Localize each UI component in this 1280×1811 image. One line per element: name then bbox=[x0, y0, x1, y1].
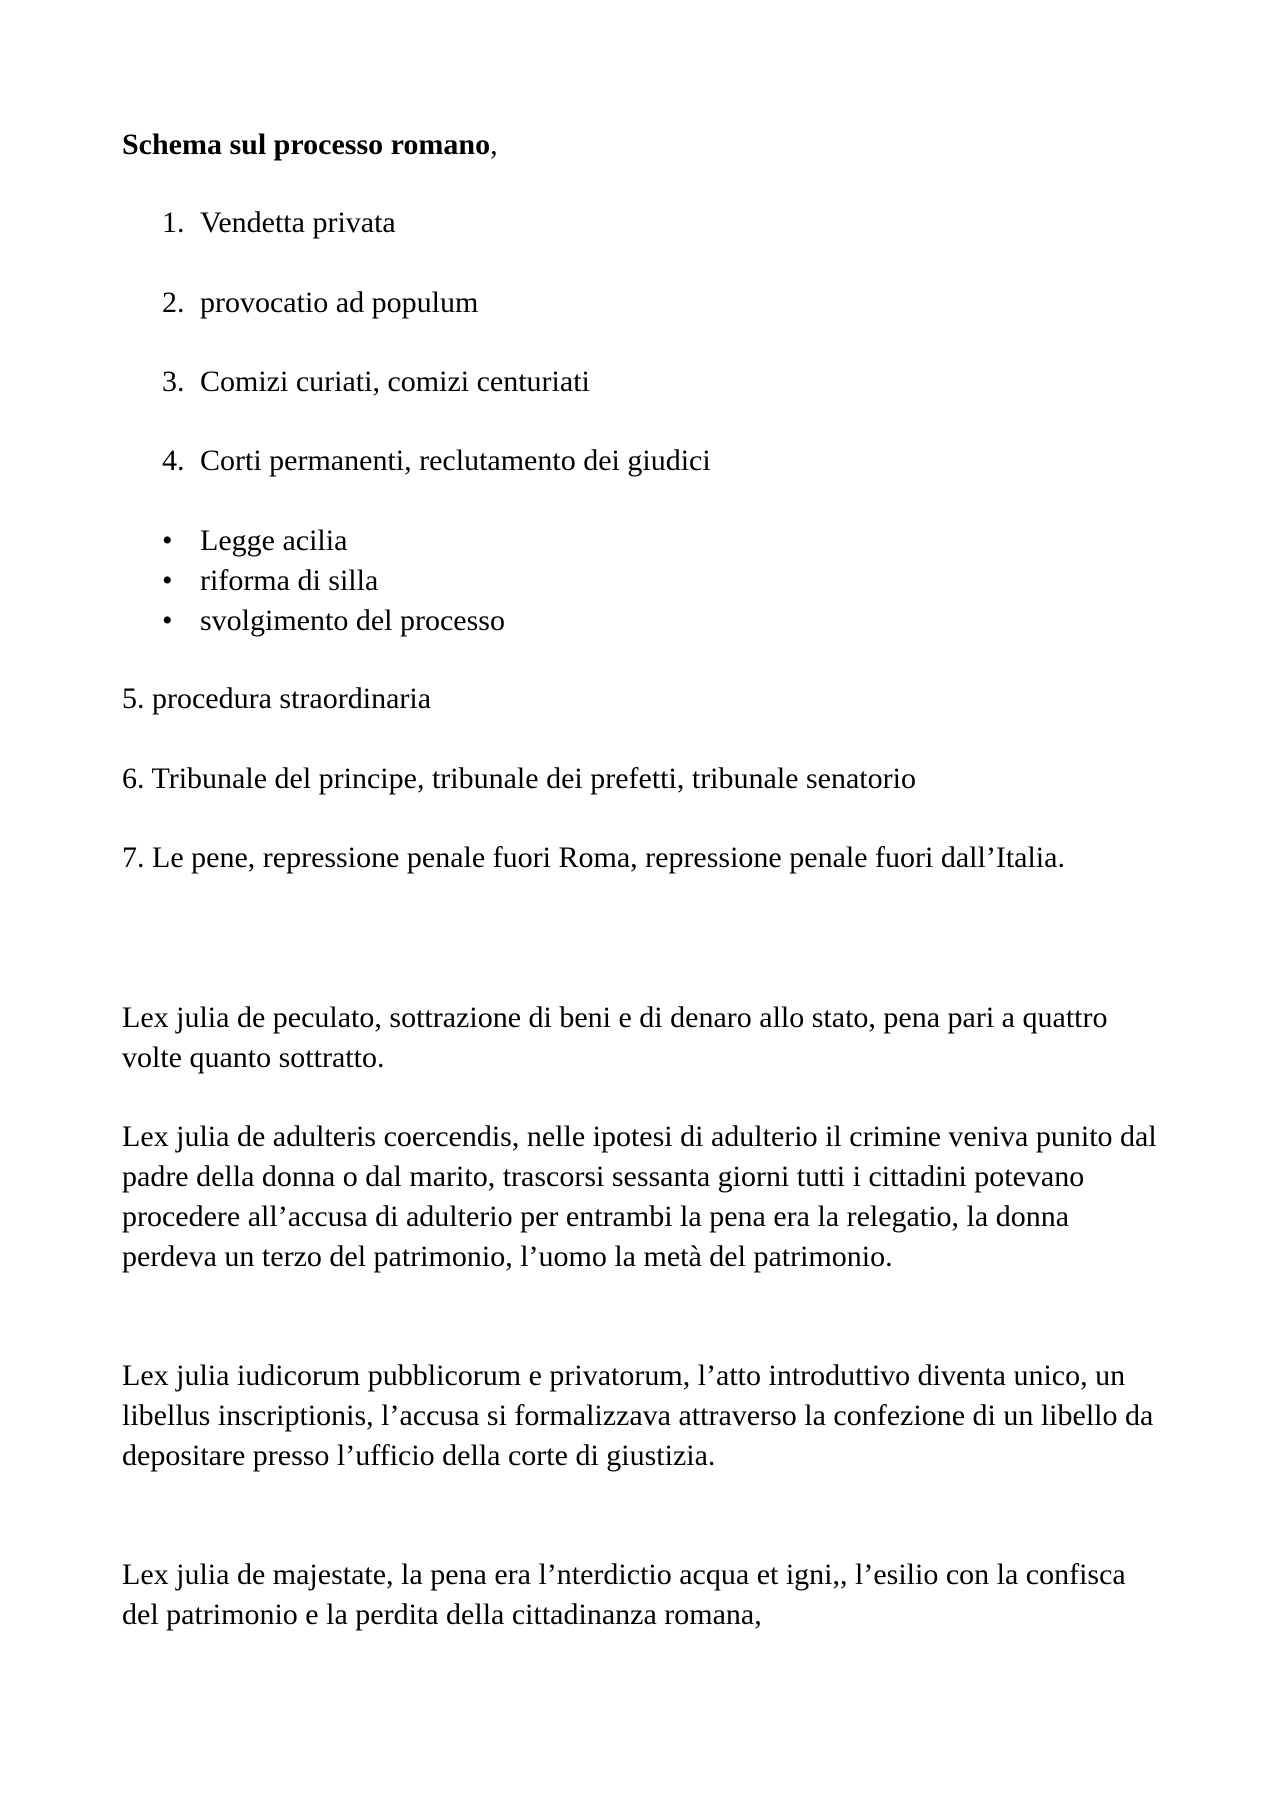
bullet-item bbox=[122, 521, 1162, 561]
bullet-item bbox=[122, 561, 1162, 601]
list-item-text: svolgimento del processo bbox=[200, 604, 505, 637]
list-marker: 4. bbox=[162, 444, 185, 477]
paragraph-adulteris: Lex julia de adulteris coercendis, nelle ipotesi di adulterio il crimine veniva punito dal padre della donna o dal marito, trascorsi sessanta giorni tutti i cittadini potevano procedere all’accusa di adulterio per entrambi la pena era la relegatio, la donna perdeva un terzo del patrimonio, l’uomo la metà del patrimonio. bbox=[122, 1120, 1157, 1273]
plain-item-7: 7. Le pene, repressione penale fuori Roma, repressione penale fuori dall’Italia. bbox=[122, 841, 1065, 874]
bullet-icon: • bbox=[162, 524, 173, 557]
list-item-text: provocatio ad populum bbox=[200, 286, 479, 319]
plain-item-5: 5. procedura straordinaria bbox=[122, 682, 432, 715]
bullet-icon: • bbox=[162, 604, 173, 637]
bullet-list bbox=[122, 521, 1162, 641]
list-item-text: Corti permanenti, reclutamento dei giudici bbox=[200, 444, 711, 477]
numbered-item-3 bbox=[122, 362, 1162, 402]
list-marker: 3. bbox=[162, 365, 185, 398]
list-marker: 2. bbox=[162, 286, 185, 319]
paragraph-majestate: Lex julia de majestate, la pena era l’nterdictio acqua et igni,, l’esilio con la confisca del patrimonio e la perdita della cittadinanza romana, bbox=[122, 1558, 1126, 1631]
plain-item-6: 6. Tribunale del principe, tribunale dei prefetti, tribunale senatorio bbox=[122, 762, 916, 795]
list-item-text: Vendetta privata bbox=[200, 206, 396, 239]
bullet-icon: • bbox=[162, 564, 173, 597]
numbered-item-1 bbox=[122, 203, 1162, 243]
numbered-item-4 bbox=[122, 441, 1162, 481]
document-title bbox=[122, 125, 1162, 165]
title-suffix: , bbox=[490, 128, 498, 161]
paragraph-iudicorum: Lex julia iudicorum pubblicorum e privatorum, l’atto introduttivo diventa unico, un libellus inscriptionis, l’accusa si formalizzava attraverso la confezione di un libello da depositare presso l’ufficio della corte di giustizia. bbox=[122, 1359, 1154, 1472]
list-item-text: Comizi curiati, comizi centuriati bbox=[200, 365, 590, 398]
numbered-item-2 bbox=[122, 283, 1162, 323]
list-marker: 1. bbox=[162, 206, 185, 239]
list-item-text: Legge acilia bbox=[200, 524, 348, 557]
title-bold-text: Schema sul processo romano bbox=[122, 128, 491, 161]
bullet-item bbox=[122, 601, 1162, 641]
list-item-text: riforma di silla bbox=[200, 564, 379, 597]
paragraph-peculato: Lex julia de peculato, sottrazione di beni e di denaro allo stato, pena pari a quattro volte quanto sottratto. bbox=[122, 1001, 1108, 1074]
